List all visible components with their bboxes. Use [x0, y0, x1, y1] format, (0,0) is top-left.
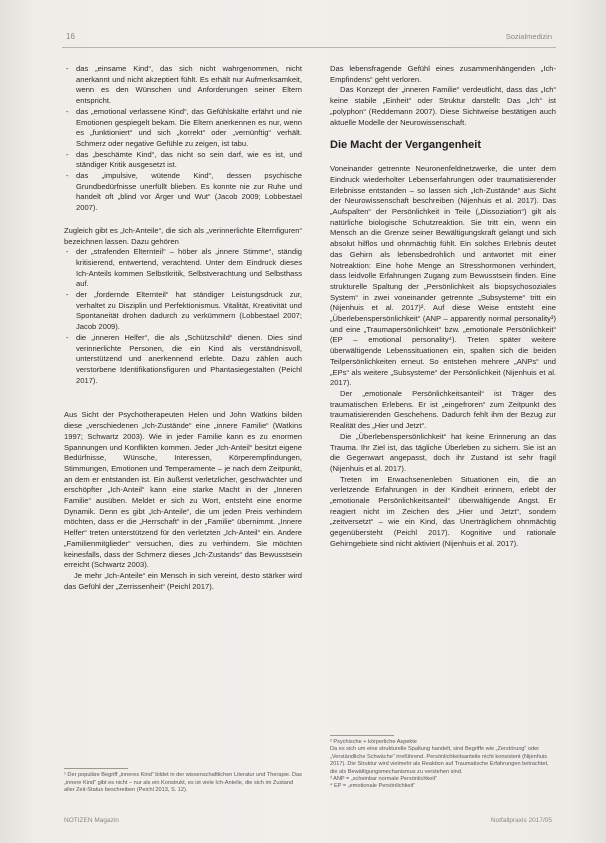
footnote-text: Da es sich um eine strukturelle Spaltung handelt, sind Begriffe wie „Zerstörung“ oder „Verständliche Schwäche“ irreführend. Persönlichkeitsanteile nicht konsistent (Nijenhuis 2017). Die Struktur wird vielmehr als Reaktion auf Traumatische Erfahrungen betrachtet, die als Bewältigungsmechanismus zu verstehen sind. [330, 746, 549, 775]
footnote-text: ² Psychische + körperliche Aspekte [330, 739, 417, 745]
list-item: - der „strafenden Elternteil“ – höber als „innere Stimme“, ständig kritisierend, entwertend, verachtend. Unter dem Eindruck dieses Ich-Anteils kommen Selbstkritik, Selbstverachtung und Selbsthass auf. [64, 247, 302, 290]
paragraph: Der „emotionale Persönlichkeitsanteil“ ist Träger des traumatischen Erlebens. Er ist „eingefroren“ zum Zeitpunkt des traumatisierenden Geschehens. Dadurch fehlt ihm der Bezug zur Realität des „Hier und Jetzt“. [330, 388, 556, 431]
page-number: 16 [66, 32, 75, 41]
footnote-rule [330, 735, 394, 736]
list-item: - die „inneren Helfer“, die als „Schützschild“ dienen. Dies sind verinnerlichte Personen, die ein Kind als verständnisvoll, unterstützend und anerkennend erlebte. Dazu zählen auch verstorbene Identifikationsfiguren und Phantasiegestalten (Peichl 2017). [64, 333, 302, 387]
list-item: - das „einsame Kind“, das sich nicht wahrgenommen, nicht anerkannt und nicht akzeptiert fühlt. Es erhält nur Aufmerksamkeit, wenn es den Wünschen und Anforderungen seiner Eltern entspricht. [64, 64, 302, 107]
inner-child-list [64, 64, 302, 214]
list-item: - der „fordernde Elternteil“ hat ständiger Leistungsdruck zur, verhaltet zu Disziplin und Perfektionismus. Vitalität, Kreativität und Spontaneität drohen dadurch zu verkümmern (Lobbestael 2007; Jacob 2009). [64, 290, 302, 333]
footnote-text: ⁴ EP = „emotionale Persönlichkeit“ [330, 783, 416, 790]
list-item: - das „beschämte Kind“, das nicht so sein darf, wie es ist, und ständiger Kritik ausgesetzt ist. [64, 150, 302, 171]
section-heading: Die Macht der Vergangenheit [330, 139, 481, 152]
footnotes [330, 739, 556, 791]
left-column [64, 64, 302, 592]
paragraph: Zugleich gibt es „Ich-Anteile“, die sich als „verinnerlichte Elternfiguren“ bezeichnen lassen. Dazu gehören [64, 225, 302, 246]
footer-publication: NOTIZEN Magazin [64, 817, 119, 824]
paragraph: Aus Sicht der Psychotherapeuten Helen und John Watkins bilden diese „verschiedenen „Ich-Zustände“ eine „innere Familie“ (Watkins 1997; Schwartz 2003). Wie in jeder Familie kann es zu enormen Spannungen und Konflikten kommen. Jeder „Ich-Anteil“ besitzt eigene Bedürfnisse, Wünsche, Interessen, Körperempfindungen, Stimmungen, Emotionen und Temperamente – je nach dem Zeitpunkt, an dem er entstanden ist. Ein äußerst verletzlicher, geschwächter und erschöpfter „Ich-Anteil“ kann eine starke Macht in der „Inneren Familie“ ausüben. Meldet er sich zu Wort, entsteht eine enorme Dynamik. Denn es gibt „Ich-Anteile“, die um jeden Preis verhindern möchten, dass er die „Herrschaft“ in der „Familie“ übernimmt. „Innere Helfer“ treten unterstützend für den verletzten „Ich-Anteil“ ein. Andere „Familienmitglieder“ versuchen, dies zu verhindern. Sie möchten keinesfalls, dass der Schmerz dieses „Ich-Zustands“ das Bewusstsein erreicht (Schwartz 2003). [64, 410, 302, 570]
footnote-text: ¹ Der populäre Begriff „inneres Kind“ bildet in der wissenschaftlichen Literatur und Therapie. Das „innere Kind“ gibt es nicht – nur als ein Konstrukt, es ist viele Ich-Anteile, die sich im Zustand aller Zeit-Status beschreiben (Peichl 2013, S. 12). [64, 772, 302, 794]
paragraph: Das lebensfragende Gefühl eines zusammenhängenden „Ich-Empfindens“ geht verloren. [330, 64, 556, 84]
header-rule [62, 47, 556, 48]
paragraph: Voneinander getrennte Neuronenfeldnetzwerke, die unter dem Eindruck wiederholter Lebenserfahrungen oder traumatisierender Erlebnisse entstanden – so lassen sich „Ich-Zustände“ aus Sicht der Neurowissenschaft beschreiben (Nijenhuis et al. 2017). Das „Aufspalten“ der Persönlichkeit in Teile („Dissoziation“) gilt als natürliche biologische Schutzreaktion. Sie tritt ein, wenn ein Mensch an die Grenze seiner Bewältigungskraft gelangt und sich absolut hilflos und ohnmächtig fühlt. Ein solches Erlebnis deutet das Gehirn als lebensbedrohlich und antwortet mit einer Notreaktion: Eine hohe Menge an Stresshormonen verhindert, dass leidvolle Erfahrungen Zugang zum Bewusstsein finden. Eine strukturelle Spaltung der „Persönlichkeit als biopsychosoziales System“ in zwei voneinander getrennte „Subsysteme“ tritt ein (Nijenhuis et al. 2017)². Auf diese Weise entsteht eine „Überlebenspersönlichkeit“ (ANP – apparently normal personality³) und eine „Traumapersönlichkeit“ bzw. „emotionale Persönlichkeit“ (EP – emotional personality⁴). Treten später weitere überwältigende Lebenssituationen ein, spalten sich die beiden Teilpersönlichkeiten erneut. So entstehen mehrere „ANPs“ und „EPs“ als weitere „Subsysteme“ der Persönlichkeit (Nijenhuis et al. 2017). [330, 164, 556, 388]
paragraph: Das Konzept der „inneren Familie“ verdeutlicht, dass das „Ich“ keine stabile „Einheit“ oder Struktur darstellt: Das „Ich“ ist „polyphon“ (Reddemann 2007). Diese Sichtweise bestätigen auch aktuelle Modelle der Neurowissenschaft. [330, 85, 556, 127]
parent-figures-list [64, 247, 302, 386]
list-item: - das „impulsive, wütende Kind“, dessen psychische Grundbedürfnisse unerfüllt blieben. Es konnte nie zur Ruhe und handelt oft „blind vor Ärger und Wut“ (Jacob 2009; Lobbestael 2007). [64, 171, 302, 214]
footnote-text: ³ ANP = „scheinbar normale Persönlichkeit“ [330, 776, 438, 783]
running-header: Sozialmedizin [505, 32, 552, 41]
footer-issue: Notfallpraxis 2017/05 [490, 817, 552, 824]
paragraph: Treten im Erwachsenenleben Situationen ein, die an verletzende Erfahrungen in der Kindheit erinnern, erlebt der „emotionale Persönlichkeitsanteil“ überwältigende Angst. Er reagiert nicht im Zeichen des „Hier und Jetzt“, sondern „zeitversetzt“ – wie ein Kind, das Unerträglichem ohnmächtig gegenübersteht (Peichl 2017). Kognitive und rationale Gehirngebiete sind nicht aktiviert (Nijenhuis et al. 2017). [330, 474, 556, 548]
footnote [64, 772, 302, 795]
list-item: - das „emotional verlassene Kind“, das Gefühlskälte erfährt und nie Emotionen gespiegelt bekam. Die Eltern anerkennen es nur, wenn es „funktioniert“ und sich „korrekt“ oder „vernünftig“ verhält. Schmerz oder negative Gefühle zu zeigen, ist tabu. [64, 107, 302, 150]
paragraph: Die „Überlebenspersönlichkeit“ hat keine Erinnerung an das Trauma. Ihr Ziel ist, das tägliche Überleben zu sichern. Sie ist an die Gegenwart angepasst, doch ihr Zustand ist sehr fragil (Nijenhuis et al. 2017). [330, 431, 556, 473]
footnote-rule [64, 768, 128, 769]
paragraph: Je mehr „Ich-Anteile“ ein Mensch in sich vereint, desto stärker wird das Gefühl der „Zerrissenheit“ (Peichl 2017). [64, 570, 302, 591]
right-column [330, 64, 556, 550]
